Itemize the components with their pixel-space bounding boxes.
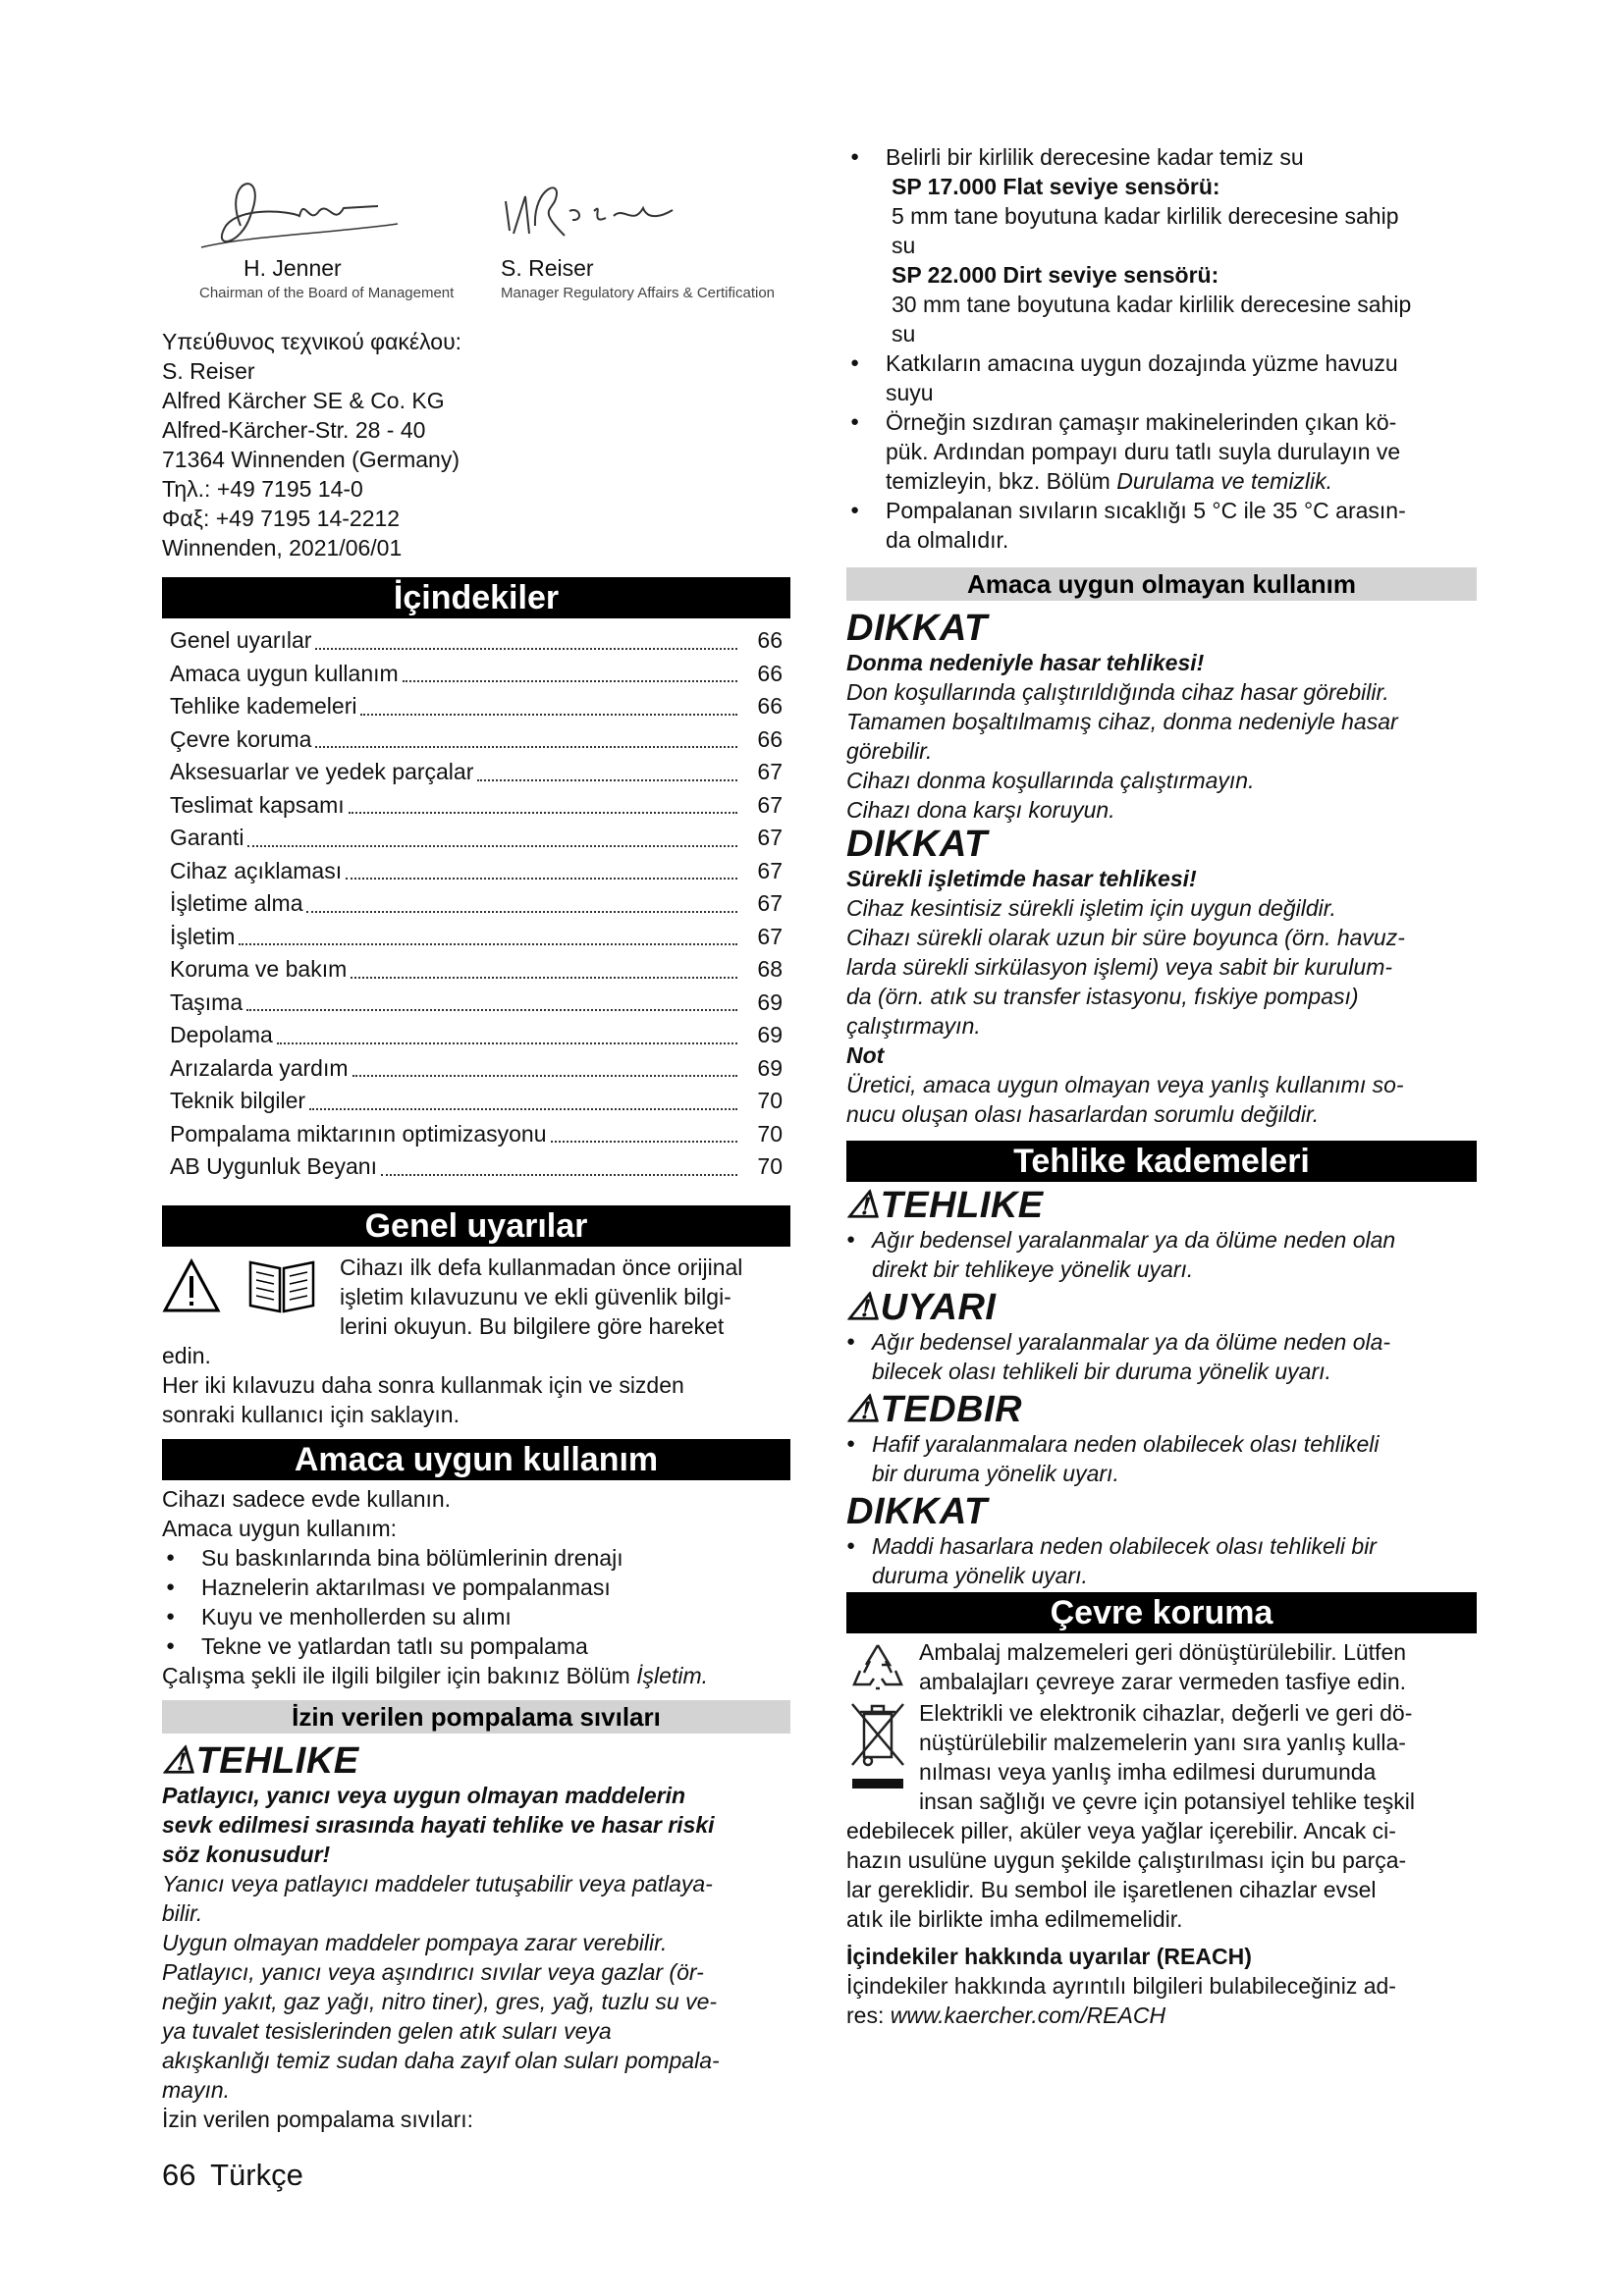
- signature-reiser-image: [496, 157, 722, 265]
- toc-entry[interactable]: İşletim 67: [170, 923, 783, 949]
- fluid-bullet-cont: da olmalıdır.: [886, 527, 1009, 553]
- hazard-level-line: ● Ağır bedensel yaralanmalar ya da ölüme neden olan: [846, 1225, 1477, 1255]
- reach-title: İçindekiler hakkında uyarılar (REACH): [846, 1944, 1252, 1969]
- general-body: [162, 1341, 790, 1429]
- note-title: Not: [846, 1042, 885, 1068]
- toc-entry[interactable]: Garanti 67: [170, 825, 783, 850]
- recycle-line: Ambalaj malzemeleri geri dönüştürülebilir. Lütfen: [919, 1639, 1407, 1665]
- hazard-level-line: ● Ağır bedensel yaralanmalar ya da ölüme neden ola-: [846, 1327, 1477, 1357]
- toc-entry[interactable]: Depolama 69: [170, 1022, 783, 1047]
- permitted-italic-line: Uygun olmayan maddeler pompaya zarar verebilir.: [162, 1930, 668, 1955]
- permitted-bold-line: Patlayıcı, yanıcı veya uygun olmayan maddelerin: [162, 1783, 686, 1808]
- signature-block: [162, 157, 790, 314]
- toc-entry[interactable]: Aksesuarlar ve yedek parçalar 67: [170, 759, 783, 784]
- env-tail-line: edebilecek piller, aküler veya yağlar içerebilir. Ancak ci-: [846, 1818, 1396, 1843]
- note-line: Üretici, amaca uygun olmayan veya yanlış kullanımı so-: [846, 1072, 1404, 1097]
- general-intro-line: Cihazı ilk defa kullanmadan önce orijinal: [340, 1255, 743, 1280]
- page-number: 66: [162, 2158, 196, 2192]
- intended-use-body: [162, 1484, 790, 1690]
- address-line: Τηλ.: +49 7195 14-0: [162, 476, 363, 502]
- caution-line: larda sürekli sirkülasyon işlemi) veya sabit bir kurulum-: [846, 954, 1393, 980]
- sensor1-line: su: [892, 233, 916, 258]
- hazard-level-line: bilecek olası tehlikeli bir duruma yönelik uyarı.: [872, 1359, 1331, 1384]
- hazard-level-line: direkt bir tehlikeye yönelik uyarı.: [872, 1256, 1194, 1282]
- caution-line: çalıştırmayın.: [846, 1013, 981, 1039]
- environment-heading: Çevre koruma: [846, 1592, 1477, 1633]
- permitted-italic-line: Yanıcı veya patlayıcı maddeler tutuşabilir veya patlaya-: [162, 1871, 713, 1896]
- permitted-fluids-body: [162, 1741, 790, 2134]
- fluid-bullet-cont: pük. Ardından pompayı duru tatlı suyla durulayın ve: [886, 439, 1401, 464]
- hazard-level-title: ⚠TEDBIR: [846, 1389, 1023, 1430]
- permitted-italic-line: ya tuvalet tesislerinden gelen atık suları veya: [162, 2018, 612, 2044]
- signature-role-2: Manager Regulatory Affairs & Certification: [501, 285, 776, 301]
- recycle-text: [919, 1637, 1477, 1696]
- caution-line: Cihaz kesintisiz sürekli işletim için uygun değildir.: [846, 895, 1336, 921]
- fluid-bullet: ● Katkıların amacına uygun dozajında yüzme havuzu: [846, 348, 1477, 378]
- toc-entry[interactable]: Genel uyarılar 66: [170, 627, 783, 653]
- hazard-levels-heading: Tehlike kademeleri: [846, 1141, 1477, 1182]
- recycle-icon: [850, 1639, 905, 1694]
- env-tail-line: hazın usulüne uygun şekilde çalıştırılması için bu parça-: [846, 1847, 1407, 1873]
- warning-triangle-icon: ⚠: [846, 1389, 881, 1430]
- weee-line: Elektrikli ve elektronik cihazlar, değerli ve geri dö-: [919, 1700, 1413, 1726]
- recycle-line: ambalajları çevreye zarar vermeden tasfiye edin.: [919, 1669, 1407, 1694]
- permitted-fluids-list: [846, 142, 1477, 555]
- toc-entry[interactable]: Taşıma 69: [170, 988, 783, 1015]
- caution-bold: Donma nedeniyle hasar tehlikesi!: [846, 650, 1205, 675]
- weee-line: nüştürülebilir malzemelerin yanı sıra yanlış kulla-: [919, 1730, 1406, 1755]
- intended-use-heading: Amaca uygun kullanım: [162, 1439, 790, 1480]
- general-intro: [340, 1253, 791, 1341]
- note-line: nucu oluşan olası hasarlardan sorumlu değildir.: [846, 1101, 1320, 1127]
- general-heading: Genel uyarılar: [162, 1205, 790, 1247]
- reach-url-link[interactable]: www.kaercher.com/REACH: [890, 2002, 1166, 2028]
- environment-tail: [846, 1816, 1477, 2030]
- operation-section-link[interactable]: İşletim.: [636, 1663, 709, 1688]
- address-line: Winnenden, 2021/06/01: [162, 535, 403, 561]
- intended-bullet: ● Tekne ve yatlardan tatlı su pompalama: [162, 1631, 790, 1661]
- address-line: S. Reiser: [162, 358, 255, 384]
- permitted-fluids-heading: İzin verilen pompalama sıvıları: [162, 1700, 790, 1734]
- intended-footer: Çalışma şekli ile ilgili bilgiler için bakınız Bölüm İşletim.: [162, 1663, 709, 1688]
- toc-entry[interactable]: Teslimat kapsamı 67: [170, 791, 783, 818]
- hazard-level-line: ● Maddi hasarlara neden olabilecek olası tehlikeli bir: [846, 1531, 1477, 1561]
- toc-entry[interactable]: Amaca uygun kullanım 66: [170, 660, 783, 686]
- general-line: sonraki kullanıcı için saklayın.: [162, 1402, 460, 1427]
- reach-line: İçindekiler hakkında ayrıntılı bilgileri bulabileceğiniz ad-: [846, 1973, 1396, 1999]
- warning-triangle-icon: ⚠: [846, 1287, 881, 1328]
- toc-entry[interactable]: Teknik bilgiler 70: [170, 1088, 783, 1113]
- fluid-bullet: ● Örneğin sızdıran çamaşır makinelerinden çıkan kö-: [846, 407, 1477, 437]
- env-tail-line: atık ile birlikte imha edilmemelidir.: [846, 1906, 1183, 1932]
- toc-entry[interactable]: Çevre koruma 66: [170, 725, 783, 752]
- caution-bold: Sürekli işletimde hasar tehlikesi!: [846, 866, 1197, 891]
- caution-title: DIKKAT: [846, 608, 988, 649]
- weee-line: nılması veya yanlış imha edilmesi durumunda: [919, 1759, 1377, 1785]
- permitted-bold-line: sevk edilmesi sırasında hayati tehlike ve hasar riski: [162, 1812, 715, 1838]
- caution-line: Cihazı donma koşullarında çalıştırmayın.: [846, 768, 1255, 793]
- permitted-bold-line: söz konusudur!: [162, 1842, 331, 1867]
- intended-line: Amaca uygun kullanım:: [162, 1516, 398, 1541]
- caution-title: DIKKAT: [846, 824, 988, 865]
- permitted-italic-line: akışkanlığı temiz sudan daha zayıf olan suları pompala-: [162, 2048, 720, 2073]
- reach-url-line: res: www.kaercher.com/REACH: [846, 2002, 1166, 2028]
- signature-jenner-image: [182, 157, 407, 265]
- sensor2-line: su: [892, 321, 916, 347]
- general-line: Her iki kılavuzu daha sonra kullanmak için ve sizden: [162, 1372, 684, 1398]
- general-intro-line: işletim kılavuzunu ve ekli güvenlik bilgi-: [340, 1284, 731, 1309]
- toc-list: [162, 624, 790, 1184]
- fluid-bullet-cont: suyu: [886, 380, 934, 405]
- caution-line: da (örn. atık su transfer istasyonu, fıskiye pompası): [846, 984, 1359, 1009]
- caution-line: Cihazı dona karşı koruyun.: [846, 797, 1115, 823]
- toc-heading: İçindekiler: [162, 577, 790, 618]
- toc-entry[interactable]: Arızalarda yardım 69: [170, 1054, 783, 1081]
- toc-entry[interactable]: AB Uygunluk Beyanı 70: [170, 1153, 783, 1179]
- general-line: edin.: [162, 1343, 211, 1368]
- hazard-level-title: DIKKAT: [846, 1491, 988, 1532]
- intended-bullet: ● Su baskınlarında bina bölümlerinin drenajı: [162, 1543, 790, 1573]
- address-line: Alfred-Kärcher-Str. 28 - 40: [162, 417, 426, 443]
- hazard-level-title: ⚠TEHLIKE: [846, 1185, 1044, 1226]
- caution-line: görebilir.: [846, 738, 933, 764]
- fluid-bullet: ● Pompalanan sıvıların sıcaklığı 5 °C ile 35 °C arasın-: [846, 496, 1477, 525]
- permitted-italic-line: bilir.: [162, 1900, 203, 1926]
- hazard-level-line: bir duruma yönelik uyarı.: [872, 1461, 1119, 1486]
- toc-entry[interactable]: İşletime alma 67: [170, 890, 783, 916]
- address-block: [162, 327, 790, 562]
- improper-use-body: [846, 609, 1477, 1129]
- hazard-level-line: duruma yönelik uyarı.: [872, 1563, 1088, 1588]
- address-line: Υπεύθυνος τεχνικού φακέλου:: [162, 329, 462, 354]
- weee-line: insan sağlığı ve çevre için potansiyel tehlike teşkil: [919, 1789, 1415, 1814]
- sensor2-title: SP 22.000 Dirt seviye sensörü:: [892, 262, 1219, 288]
- caution-line: Cihazı sürekli olarak uzun bir süre boyunca (örn. havuz-: [846, 925, 1405, 950]
- weee-text: [919, 1698, 1477, 1816]
- hazard-levels-body: [846, 1186, 1477, 1590]
- general-intro-line: lerini okuyun. Bu bilgilere göre hareket: [340, 1313, 725, 1339]
- sensor1-title: SP 17.000 Flat seviye sensörü:: [892, 174, 1220, 199]
- crossed-bin-icon: [848, 1700, 907, 1794]
- intended-line: Cihazı sadece evde kullanın.: [162, 1486, 452, 1512]
- signature-name-1: H. Jenner: [244, 255, 342, 281]
- address-line: Alfred Kärcher SE & Co. KG: [162, 388, 445, 413]
- permitted-italic-line: mayın.: [162, 2077, 231, 2103]
- signature-name-2: S. Reiser: [501, 255, 594, 281]
- manual-book-icon: [246, 1255, 317, 1313]
- page-language: Türkçe: [210, 2158, 303, 2192]
- signature-role-1: Chairman of the Board of Management: [199, 285, 455, 301]
- caution-line: Don koşullarında çalıştırıldığında cihaz hasar görebilir.: [846, 679, 1389, 705]
- page-footer: [162, 2158, 303, 2193]
- sensor1-line: 5 mm tane boyutuna kadar kirlilik derecesine sahip: [892, 203, 1399, 229]
- danger-title: ⚠TEHLIKE: [162, 1740, 359, 1782]
- hazard-level-title: ⚠UYARI: [846, 1287, 997, 1328]
- improper-use-heading: Amaca uygun olmayan kullanım: [846, 567, 1477, 601]
- intended-bullet: ● Haznelerin aktarılması ve pompalanması: [162, 1573, 790, 1602]
- hazard-level-line: ● Hafif yaralanmalara neden olabilecek olası tehlikeli: [846, 1429, 1477, 1459]
- toc-entry[interactable]: Cihaz açıklaması 67: [170, 857, 783, 883]
- warning-triangle-icon: ⚠: [846, 1185, 881, 1226]
- address-line: 71364 Winnenden (Germany): [162, 447, 460, 472]
- toc-entry[interactable]: Pompalama miktarının optimizasyonu 70: [170, 1120, 783, 1147]
- warning-triangle-icon: [162, 1258, 221, 1313]
- warning-triangle-icon: ⚠: [162, 1740, 196, 1782]
- fluid-bullet: ● Belirli bir kirlilik derecesine kadar temiz su: [846, 142, 1477, 172]
- caution-line: Tamamen boşaltılmamış cihaz, donma nedeniyle hasar: [846, 709, 1398, 734]
- fluid-bullet-cont: temizleyin, bkz. Bölüm Durulama ve temizlik.: [886, 468, 1333, 494]
- permitted-italic-line: neğin yakıt, gaz yağı, nitro tiner), gres, yağ, tuzlu su ve-: [162, 1989, 718, 2014]
- sensor2-line: 30 mm tane boyutuna kadar kirlilik derecesine sahip: [892, 292, 1412, 317]
- address-line: Φαξ: +49 7195 14-2212: [162, 506, 401, 531]
- toc-entry[interactable]: Tehlike kademeleri 66: [170, 693, 783, 719]
- toc-entry[interactable]: Koruma ve bakım 68: [170, 956, 783, 982]
- permitted-italic-line: Patlayıcı, yanıcı veya aşındırıcı sıvılar veya gazlar (ör-: [162, 1959, 704, 1985]
- rinse-section-link[interactable]: Durulama ve temizlik.: [1116, 468, 1333, 494]
- intended-bullet: ● Kuyu ve menhollerden su alımı: [162, 1602, 790, 1631]
- permitted-closing: İzin verilen pompalama sıvıları:: [162, 2107, 474, 2132]
- env-tail-line: lar gereklidir. Bu sembol ile işaretlenen cihazlar evsel: [846, 1877, 1377, 1902]
